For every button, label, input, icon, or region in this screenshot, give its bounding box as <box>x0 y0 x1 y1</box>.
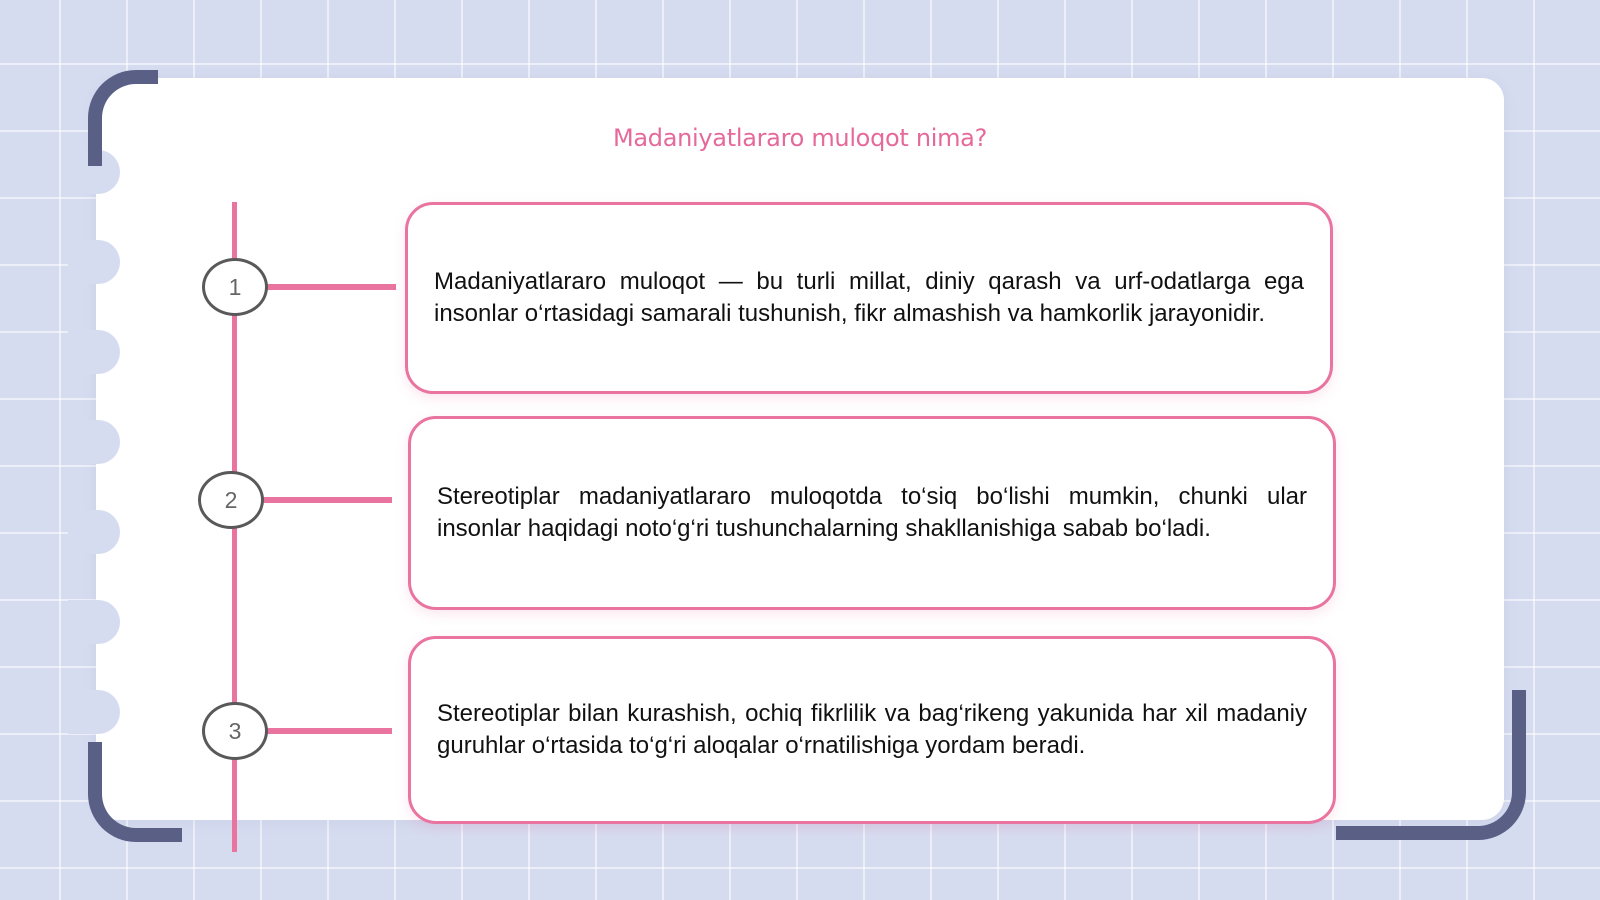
slide-title: Madaniyatlararo muloqot nima? <box>612 124 988 152</box>
edge-notch <box>68 510 120 554</box>
step-3-box <box>408 636 1336 824</box>
step-2-marker: 2 <box>198 471 264 529</box>
step-1-box <box>405 202 1333 394</box>
edge-notch <box>68 690 120 734</box>
edge-notch <box>68 240 120 284</box>
frame-corner-bottom-right <box>1336 690 1526 840</box>
step-2-box <box>408 416 1336 610</box>
edge-notch <box>68 420 120 464</box>
edge-notch <box>68 330 120 374</box>
step-1-marker: 1 <box>202 258 268 316</box>
step-3-marker: 3 <box>202 702 268 760</box>
step-1-text: Madaniyatlararo muloqot — bu turli millat, diniy qarash va urf-odatlarga ega insonlar o‘rtasidagi samarali tushunish, fikr almashish va hamkorlik jarayonidir. <box>434 268 1304 327</box>
edge-notch <box>68 600 120 644</box>
frame-corner-bottom-left <box>88 742 182 842</box>
step-1-connector <box>266 284 396 290</box>
step-2-connector <box>262 497 392 503</box>
step-2-text: Stereotiplar madaniyatlararo muloqotda to‘siq bo‘lishi mumkin, chunki ular insonlar haqidagi noto‘g‘ri tushunchalarning shakllanishiga sabab bo‘ladi. <box>437 483 1307 542</box>
step-3-connector <box>266 728 392 734</box>
step-3-text: Stereotiplar bilan kurashish, ochiq fikrlilik va bag‘rikeng yakunida har xil madaniy guruhlar o‘rtasida to‘g‘ri aloqalar o‘rnatilishiga yordam beradi. <box>437 700 1307 759</box>
